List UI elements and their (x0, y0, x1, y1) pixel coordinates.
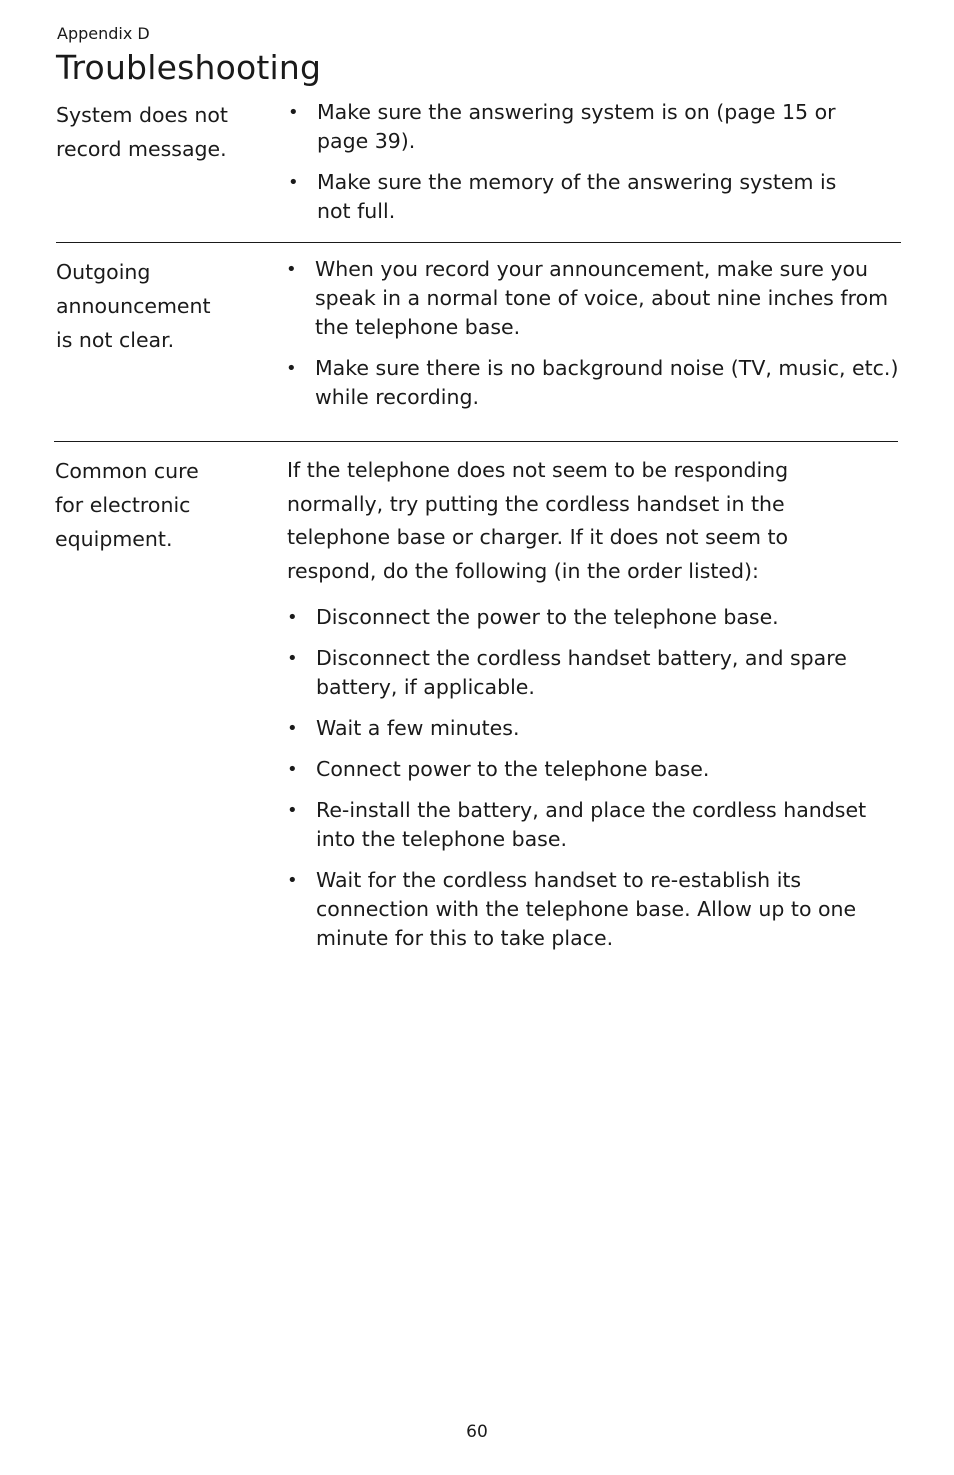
intro-paragraph: If the telephone does not seem to be responding normally, try putting the cordless handset in the telephone base or charger. If it does not seem to respond, do the following (in the order listed): (287, 458, 789, 583)
list-item (287, 603, 892, 632)
page-title: Troubleshooting (56, 48, 322, 87)
solution-column (287, 454, 892, 965)
bullet-icon: • (286, 259, 297, 280)
list-item (288, 168, 873, 226)
solution-list (286, 255, 901, 412)
list-item-text: Make sure the answering system is on (page 15 or page 39). (317, 100, 836, 153)
list-item-text: When you record your announcement, make sure you speak in a normal tone of voice, about nine inches from the telephone base. (315, 257, 889, 339)
bullet-icon: • (287, 759, 298, 780)
list-item (287, 866, 892, 953)
list-item (286, 255, 901, 342)
appendix-label: Appendix D (57, 24, 150, 43)
solution-list (288, 98, 873, 226)
list-item-text: Make sure the memory of the answering system is not full. (317, 170, 837, 223)
bullet-icon: • (286, 358, 297, 379)
section-divider (56, 242, 901, 243)
list-item-text: Connect power to the telephone base. (316, 757, 710, 781)
bullet-icon: • (288, 172, 299, 193)
list-item (286, 354, 901, 412)
bullet-icon: • (288, 102, 299, 123)
solution-list (287, 603, 892, 953)
list-item-text: Make sure there is no background noise (TV, music, etc.) while recording. (315, 356, 899, 409)
list-item (287, 755, 892, 784)
list-item-text: Disconnect the power to the telephone base. (316, 605, 779, 629)
list-item (288, 98, 873, 156)
solution-column (288, 98, 873, 238)
problem-label: Common cure for electronic equipment. (55, 459, 199, 551)
page-number: 60 (466, 1422, 488, 1442)
bullet-icon: • (287, 870, 298, 891)
list-item (287, 714, 892, 743)
list-item-text: Re-install the battery, and place the cordless handset into the telephone base. (316, 798, 867, 851)
bullet-icon: • (287, 648, 298, 669)
list-item (287, 644, 892, 702)
list-item-text: Wait a few minutes. (316, 716, 520, 740)
bullet-icon: • (287, 607, 298, 628)
section-divider (54, 441, 898, 442)
list-item-text: Disconnect the cordless handset battery, and spare battery, if applicable. (316, 646, 847, 699)
problem-label: Outgoing announcement is not clear. (56, 260, 211, 352)
problem-label: System does not record message. (56, 103, 228, 161)
bullet-icon: • (287, 800, 298, 821)
bullet-icon: • (287, 718, 298, 739)
solution-column (286, 255, 901, 424)
list-item (287, 796, 892, 854)
list-item-text: Wait for the cordless handset to re-establish its connection with the telephone base. Allow up to one minute for this to take place. (316, 868, 857, 950)
